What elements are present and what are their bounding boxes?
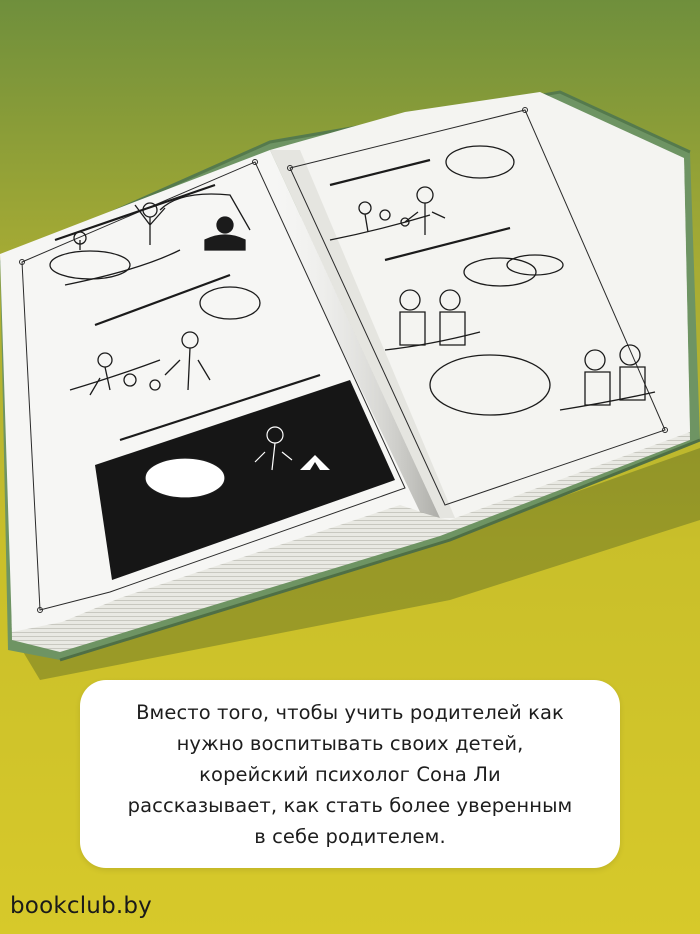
site-watermark: bookclub.by: [10, 893, 152, 919]
caption-text: Вместо того, чтобы учить родителей как нужно воспитывать своих детей, корейский психолог Сона Ли рассказывает, как стать более уверенным в себе родителем.: [127, 700, 573, 848]
speech-bubble: [145, 458, 225, 498]
caption-card: [80, 680, 620, 868]
